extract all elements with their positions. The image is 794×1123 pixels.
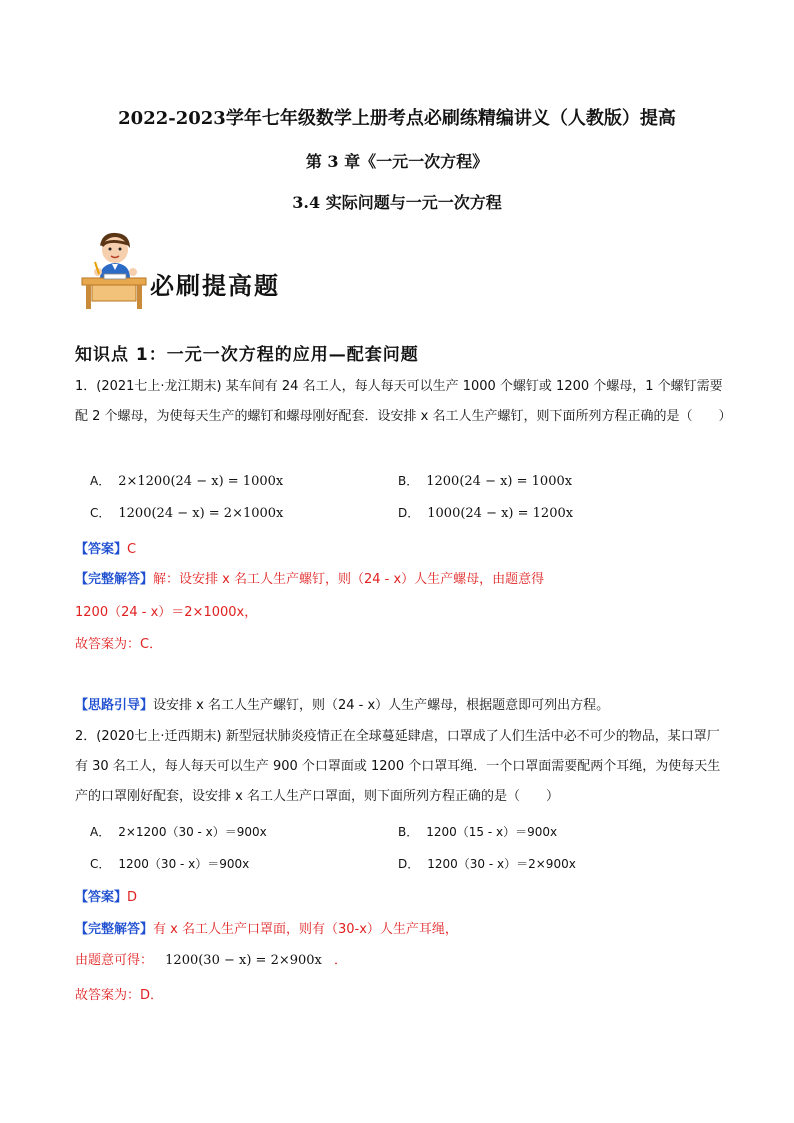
solution-tag: 【完整解答】 bbox=[75, 922, 154, 937]
q2-equation bbox=[75, 949, 347, 968]
q1-option-b bbox=[398, 472, 572, 489]
equation-text: 1200(30 − x) = 2×900x bbox=[165, 953, 322, 968]
option-text: 1200（15 - x）＝900x bbox=[426, 825, 558, 839]
answer-tag: 【答案】 bbox=[75, 890, 128, 905]
hint-text: 设安排 x 名工人生产螺钉，则（24 - x）人生产螺母，根据题意即可列出方程。 bbox=[153, 698, 610, 713]
equation-suffix: ． bbox=[334, 953, 348, 968]
q1-equation: 1200（24 - x）＝2×1000x， bbox=[75, 605, 258, 620]
option-label: A． bbox=[90, 825, 111, 839]
option-text: 1200（30 - x）＝900x bbox=[118, 857, 250, 871]
solution-text: 有 x 名工人生产口罩面，则有（30-x）人生产耳绳， bbox=[153, 922, 458, 937]
option-text: 1000(24 − x) = 1200x bbox=[427, 506, 574, 521]
q2-option-b bbox=[398, 823, 557, 840]
answer-tag: 【答案】 bbox=[75, 542, 128, 557]
student-at-desk-icon bbox=[78, 228, 150, 310]
q2-option-c bbox=[90, 855, 249, 872]
section-heading: 知识点 1：一元一次方程的应用—配套问题 bbox=[75, 345, 419, 365]
answer-value: D bbox=[127, 890, 138, 905]
q1-answer bbox=[75, 538, 136, 557]
option-label: B． bbox=[398, 825, 419, 839]
option-text: 1200(24 − x) = 1000x bbox=[426, 474, 573, 489]
q2-answer bbox=[75, 886, 137, 905]
option-text: 1200(24 − x) = 2×1000x bbox=[118, 506, 284, 521]
option-text: 2×1200（30 - x）＝900x bbox=[118, 825, 267, 839]
option-label: C． bbox=[90, 506, 111, 520]
q2-option-d bbox=[398, 855, 576, 872]
option-label: D． bbox=[398, 506, 420, 520]
lesson-title: 3.4 实际问题与一元一次方程 bbox=[292, 193, 502, 212]
option-label: C． bbox=[90, 857, 111, 871]
q1-option-c bbox=[90, 504, 283, 521]
option-text: 1200（30 - x）＝2×900x bbox=[427, 857, 576, 871]
banner-heading: 必刷提高题 bbox=[150, 272, 280, 300]
document-title: 2022-2023学年七年级数学上册考点必刷练精编讲义（人教版）提高 bbox=[118, 108, 676, 129]
q1-option-d bbox=[398, 504, 573, 521]
q1-hint bbox=[75, 694, 609, 713]
q2-option-a bbox=[90, 823, 267, 840]
option-label: D． bbox=[398, 857, 420, 871]
q1-option-a bbox=[90, 472, 283, 489]
question-2-stem: 2．(2020七上·迁西期末) 新型冠状肺炎疫情正在全球蔓延肆虐，口罩成了人们生活中必不可少的物品，某口罩厂有 30 名工人，每人每天可以生产 900 个口罩面或 1200 个口罩耳绳．一个口罩面需要配两个耳绳，为使每天生产的口罩刚好配套，设安排 x 名工人生产口罩面，则下面所列方程正确的是（ ） bbox=[75, 729, 721, 804]
equation-prefix: 由题意可得： bbox=[75, 953, 154, 968]
option-label: A． bbox=[90, 474, 111, 488]
solution-text: 解：设安排 x 名工人生产螺钉，则（24 - x）人生产螺母，由题意得 bbox=[153, 572, 545, 587]
solution-tag: 【完整解答】 bbox=[75, 572, 154, 587]
chapter-title: 第 3 章《一元一次方程》 bbox=[305, 152, 489, 171]
option-label: B． bbox=[398, 474, 419, 488]
q1-solution bbox=[75, 568, 544, 587]
q2-solution bbox=[75, 918, 458, 937]
hint-tag: 【思路引导】 bbox=[75, 698, 154, 713]
q2-conclusion: 故答案为：D． bbox=[75, 988, 164, 1003]
q1-conclusion: 故答案为：C． bbox=[75, 637, 163, 652]
question-1-stem: 1．(2021七上·龙江期末) 某车间有 24 名工人，每人每天可以生产 1000 个螺钉或 1200 个螺母，1 个螺钉需要配 2 个螺母，为使每天生产的螺钉和螺母刚好配套．设安排 x 名工人生产螺钉，则下面所列方程正确的是（ ） bbox=[75, 379, 732, 424]
option-text: 2×1200(24 − x) = 1000x bbox=[118, 474, 284, 489]
answer-value: C bbox=[127, 542, 137, 557]
